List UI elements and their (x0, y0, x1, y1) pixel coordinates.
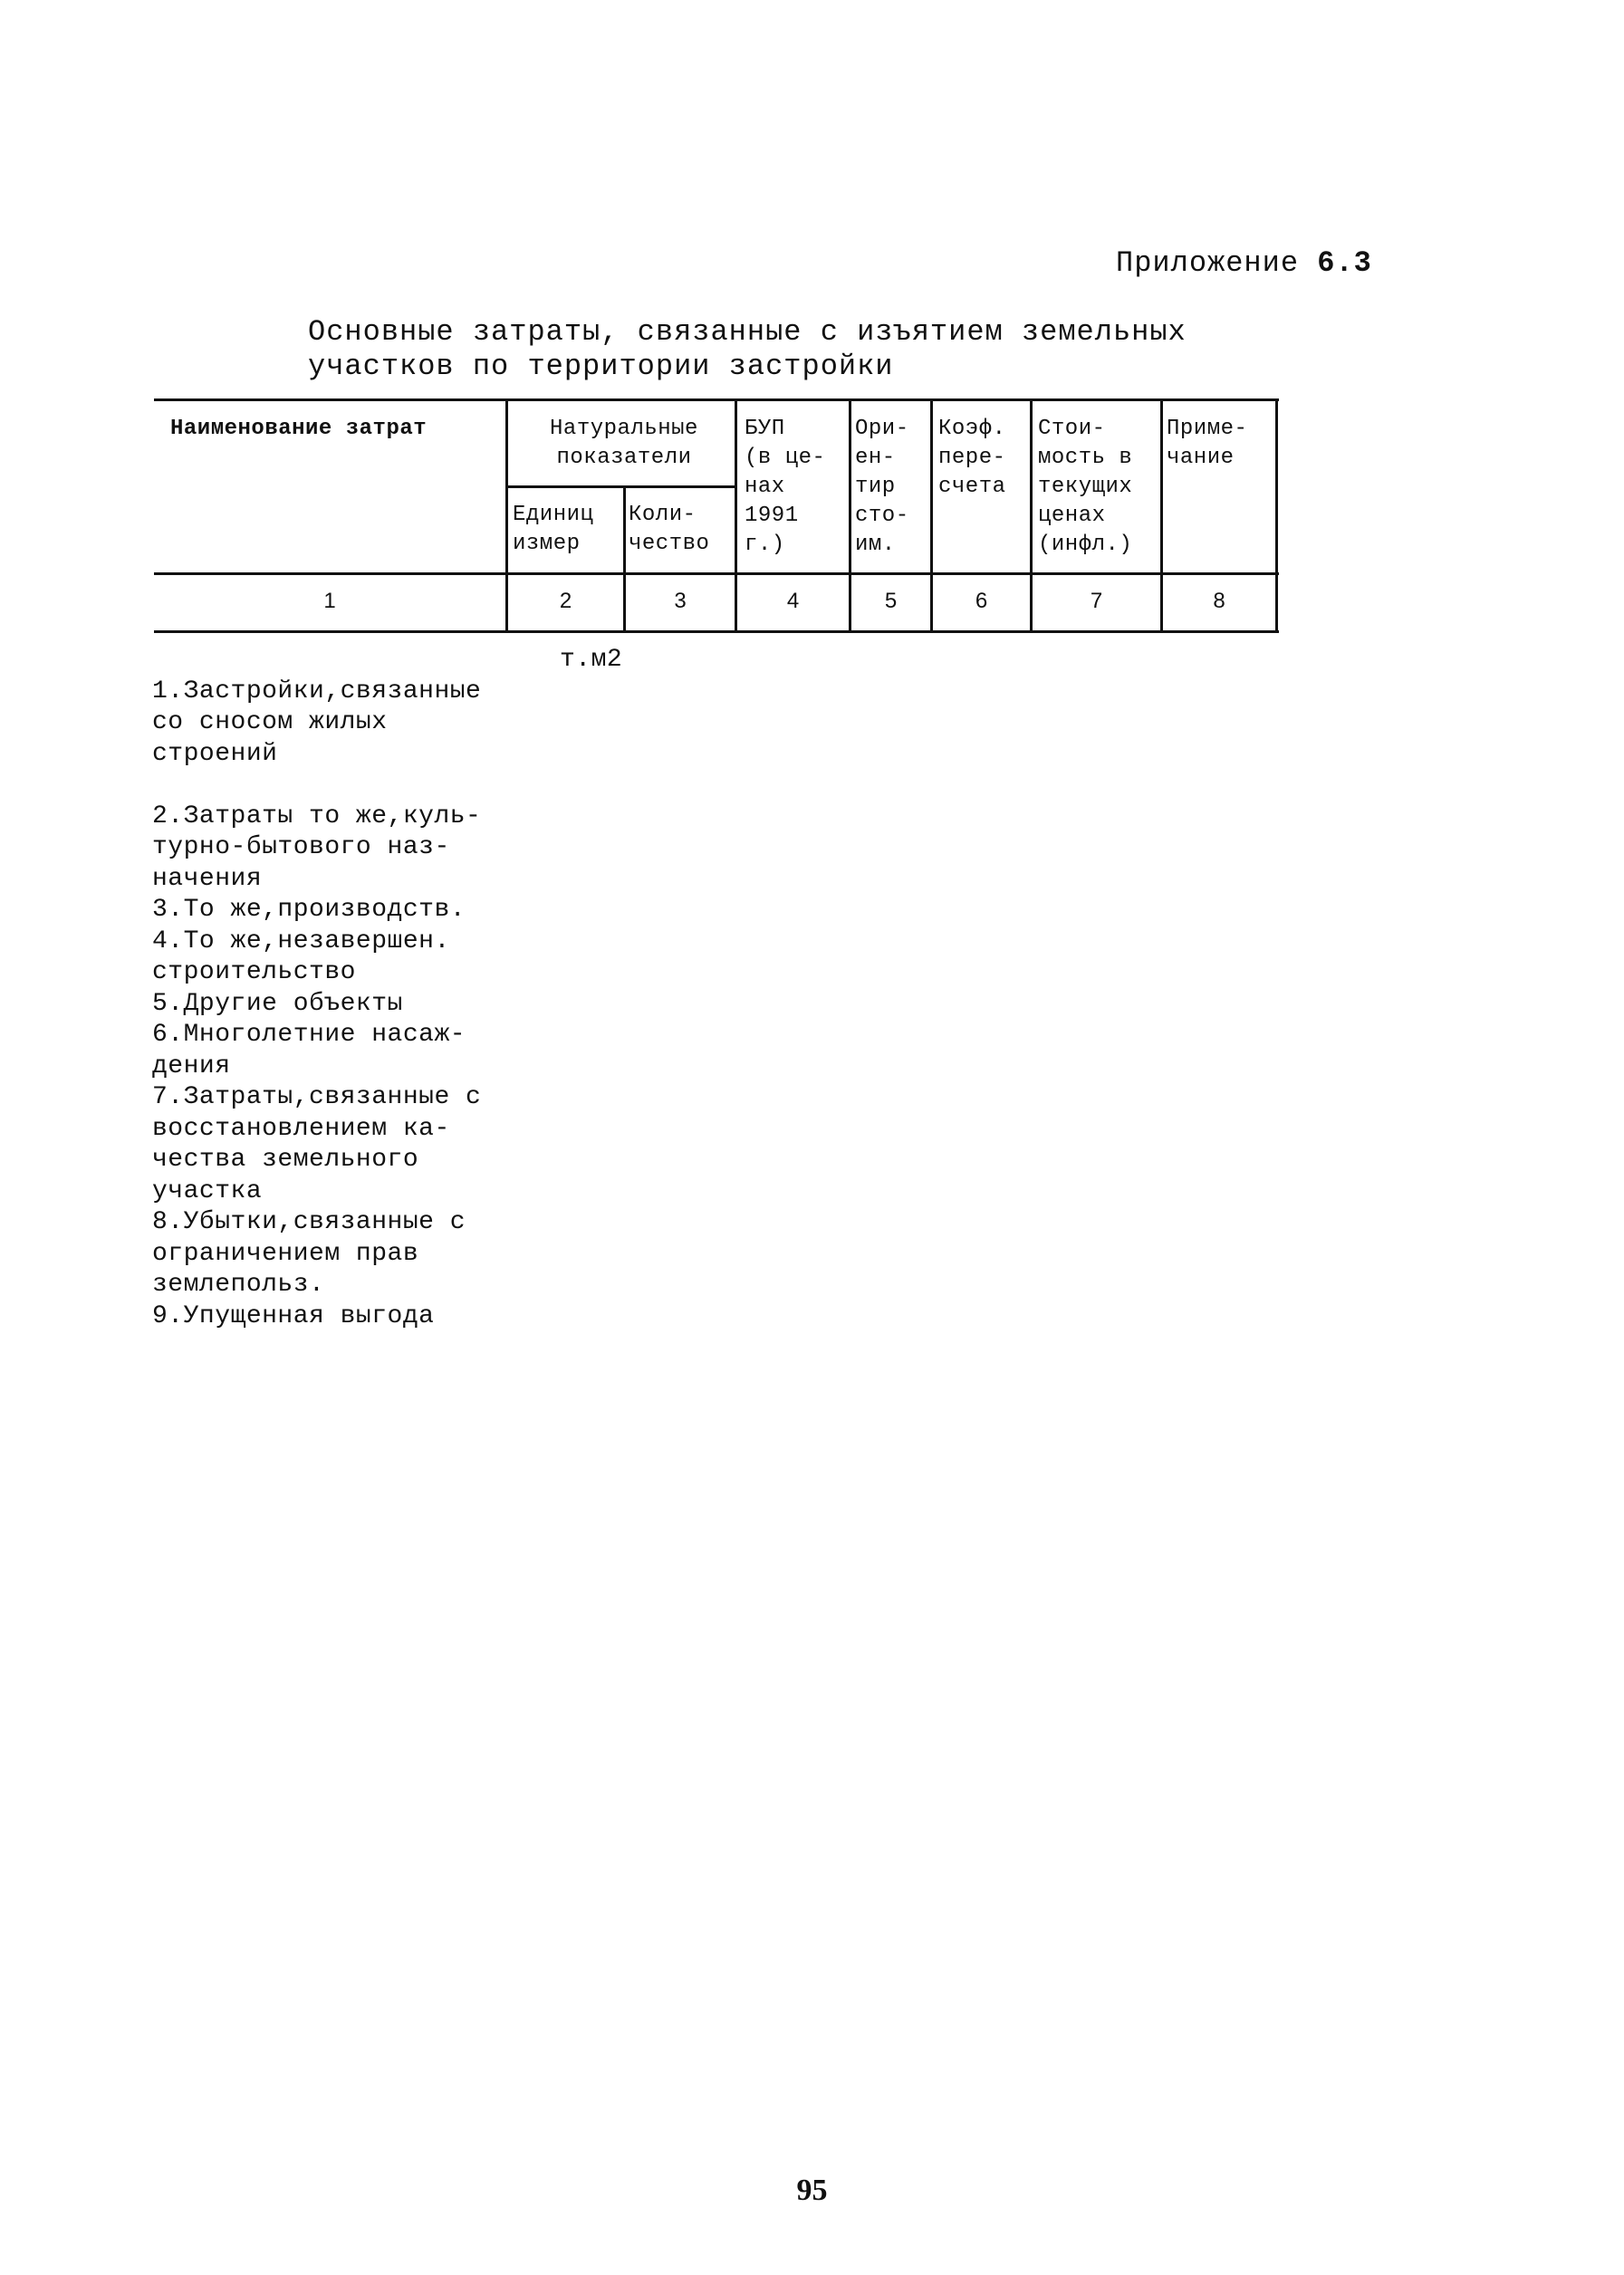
header-note: Приме- чание (1167, 417, 1248, 470)
header-quantity: Коли- чество (629, 503, 710, 556)
list-item: 9.Упущенная выгода (152, 1301, 435, 1330)
appendix-word: Приложение (1116, 246, 1300, 280)
costs-table (0, 0, 1624, 652)
column-number-1: 1 (323, 589, 336, 613)
header-natural: Натуральные показатели (550, 417, 698, 470)
list-item: 4.То же,незавершен. строительство (152, 926, 450, 986)
column-number-8: 8 (1213, 589, 1225, 613)
table-top-rule (154, 398, 1279, 401)
header-bup: БУП (в це- нах 1991 г.) (745, 417, 826, 557)
page-number: 95 (796, 2174, 828, 2207)
header-cost: Стои- мость в текущих ценах (инфл.) (1038, 417, 1133, 557)
title-line-1: Основные затраты, связанные с изъятием земельных (308, 315, 1187, 349)
column-number-4: 4 (786, 589, 800, 613)
item-text: 1.Застройки,связанные со сносом жилых строений (152, 677, 482, 768)
header-bottom-rule (154, 572, 1279, 575)
title-line-2: участков по территории застройки (308, 350, 894, 383)
header-coef: Коэф. пере- счета (938, 417, 1006, 499)
item-unit: т.м2 (560, 646, 623, 674)
cost-items-list (152, 645, 623, 1332)
column-number-7: 7 (1090, 589, 1103, 613)
list-item: 5.Другие объекты (152, 989, 403, 1018)
col-divider-8 (1275, 398, 1278, 632)
list-item: 3.То же,производств. (152, 896, 466, 924)
column-number-2: 2 (559, 589, 572, 613)
table-bottom-rule (154, 630, 1279, 633)
header-unit: Единиц измер (513, 503, 594, 556)
header-name: Наименование затрат (170, 417, 428, 441)
list-item (152, 645, 623, 802)
column-number-6: 6 (975, 589, 988, 613)
header-orient: Ори- ен- тир сто- им. (855, 417, 909, 557)
subheader-rule (507, 485, 736, 488)
list-item: 6.Многолетние насаж- дения (152, 1021, 466, 1080)
column-number-3: 3 (674, 589, 687, 613)
column-number-5: 5 (884, 589, 898, 613)
appendix-number: 6.3 (1317, 246, 1372, 280)
list-item: 7.Затраты,связанные с восстановлением ка- чества земельного участка (152, 1083, 482, 1205)
list-item: 8.Убытки,связанные с ограничением прав землепольз. (152, 1208, 466, 1299)
list-item: 2.Затраты то же,куль- турно-бытового наз- начения (152, 802, 482, 893)
